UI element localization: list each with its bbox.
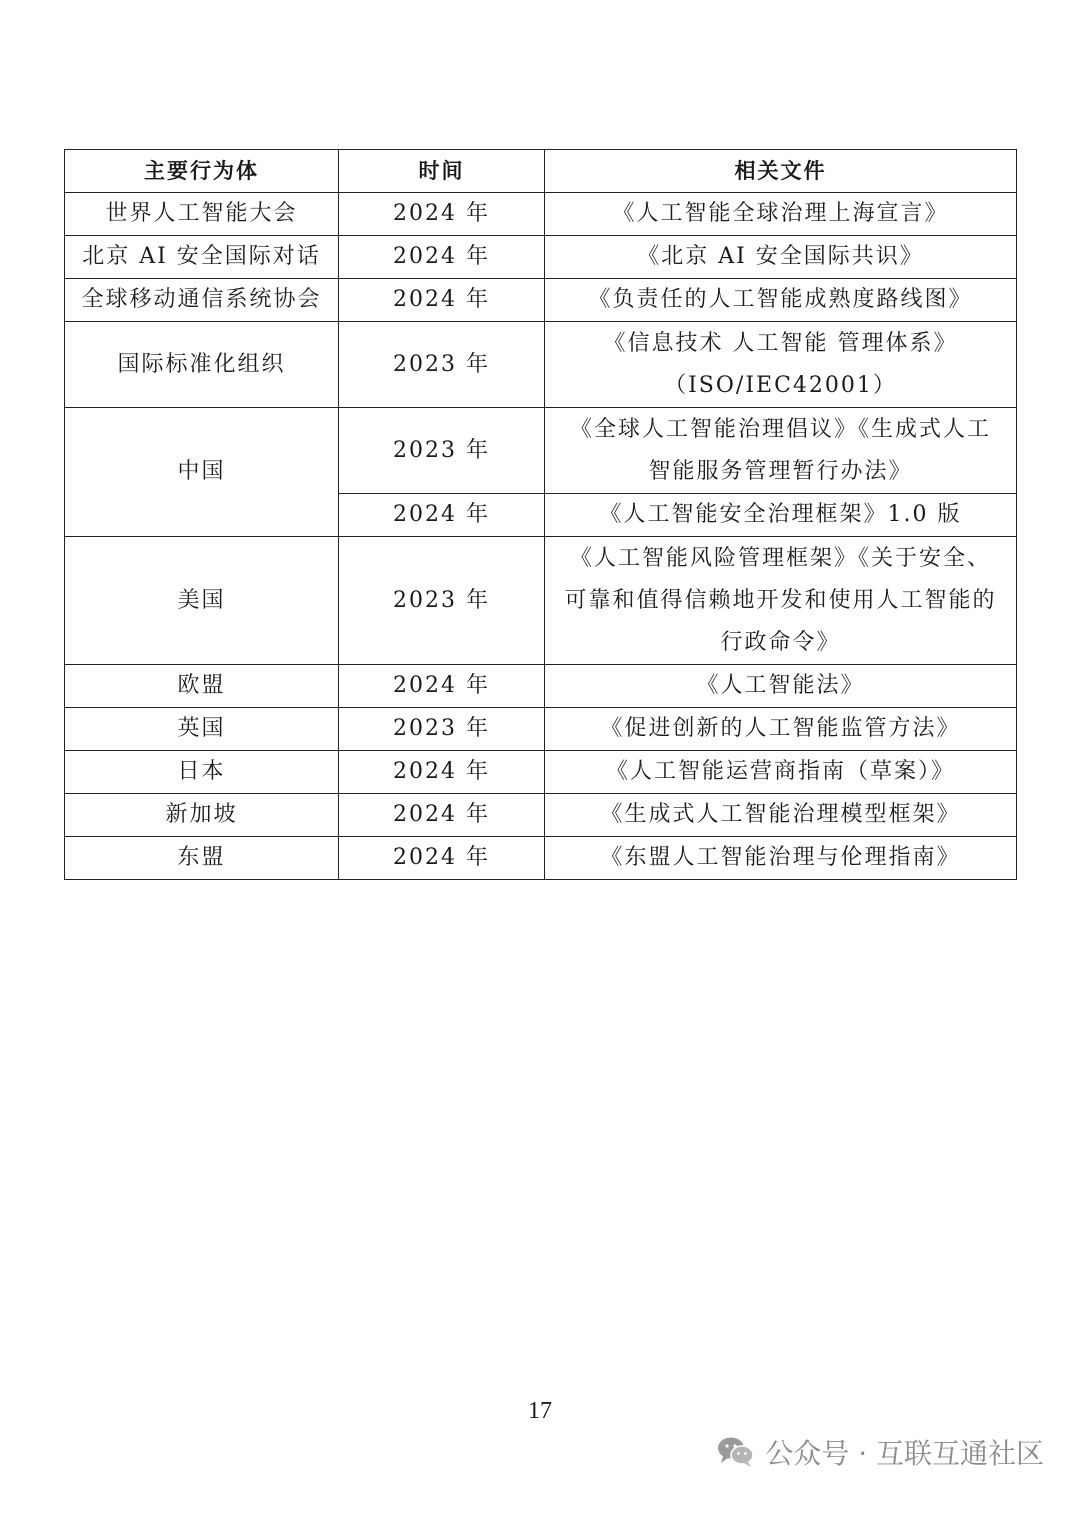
wechat-icon <box>717 1436 755 1468</box>
doc-cell: 《生成式人工智能治理模型框架》 <box>545 794 1017 837</box>
time-cell: 2024 年 <box>339 236 545 279</box>
table-row <box>65 708 1017 751</box>
table-row <box>65 322 1017 408</box>
actor-cell: 中国 <box>65 408 339 537</box>
doc-line: 《全球人工智能治理倡议》《生成式人工 <box>569 416 991 442</box>
table-row <box>65 279 1017 322</box>
actor-cell: 国际标准化组织 <box>65 322 339 408</box>
actor-cell: 新加坡 <box>65 794 339 837</box>
table-row <box>65 837 1017 880</box>
actor-cell: 世界人工智能大会 <box>65 193 339 236</box>
doc-cell <box>545 408 1017 494</box>
actor-cell: 美国 <box>65 537 339 665</box>
doc-line: 智能服务管理暂行办法》 <box>648 458 913 484</box>
table-header-row <box>65 150 1017 193</box>
table-row <box>65 537 1017 665</box>
doc-line: 《人工智能风险管理框架》《关于安全、 <box>569 545 991 571</box>
doc-cell <box>545 537 1017 665</box>
header-doc: 相关文件 <box>545 150 1017 193</box>
doc-cell: 《东盟人工智能治理与伦理指南》 <box>545 837 1017 880</box>
time-cell: 2024 年 <box>339 494 545 537</box>
doc-cell: 《负责任的人工智能成熟度路线图》 <box>545 279 1017 322</box>
table-row <box>65 794 1017 837</box>
time-cell: 2024 年 <box>339 279 545 322</box>
doc-line: （ISO/IEC42001） <box>664 372 897 398</box>
actor-cell: 欧盟 <box>65 665 339 708</box>
doc-cell: 《北京 AI 安全国际共识》 <box>545 236 1017 279</box>
doc-cell: 《人工智能全球治理上海宣言》 <box>545 193 1017 236</box>
table-row <box>65 236 1017 279</box>
time-cell: 2024 年 <box>339 665 545 708</box>
time-cell: 2023 年 <box>339 322 545 408</box>
page-number: 17 <box>528 1398 552 1424</box>
time-cell: 2024 年 <box>339 837 545 880</box>
doc-line: 可靠和值得信赖地开发和使用人工智能的 <box>564 587 997 613</box>
time-cell: 2023 年 <box>339 408 545 494</box>
actor-cell: 日本 <box>65 751 339 794</box>
actor-cell: 英国 <box>65 708 339 751</box>
actor-cell: 北京 AI 安全国际对话 <box>65 236 339 279</box>
actor-cell: 全球移动通信系统协会 <box>65 279 339 322</box>
time-cell: 2023 年 <box>339 537 545 665</box>
doc-cell: 《人工智能法》 <box>545 665 1017 708</box>
doc-cell: 《人工智能运营商指南（草案）》 <box>545 751 1017 794</box>
doc-cell: 《人工智能安全治理框架》1.0 版 <box>545 494 1017 537</box>
doc-cell <box>545 322 1017 408</box>
actor-cell: 东盟 <box>65 837 339 880</box>
doc-line: 《信息技术 人工智能 管理体系》 <box>603 330 958 356</box>
time-cell: 2024 年 <box>339 794 545 837</box>
policy-table <box>64 149 1017 880</box>
time-cell: 2024 年 <box>339 751 545 794</box>
time-cell: 2023 年 <box>339 708 545 751</box>
table-row <box>65 751 1017 794</box>
header-time: 时间 <box>339 150 545 193</box>
doc-cell: 《促进创新的人工智能监管方法》 <box>545 708 1017 751</box>
time-cell: 2024 年 <box>339 193 545 236</box>
watermark-text: 公众号 · 互联互通社区 <box>765 1437 1044 1470</box>
table-row <box>65 193 1017 236</box>
watermark <box>717 1432 1044 1472</box>
doc-line: 行政命令》 <box>720 629 841 655</box>
table-row <box>65 408 1017 494</box>
header-actor: 主要行为体 <box>65 150 339 193</box>
table-row <box>65 665 1017 708</box>
